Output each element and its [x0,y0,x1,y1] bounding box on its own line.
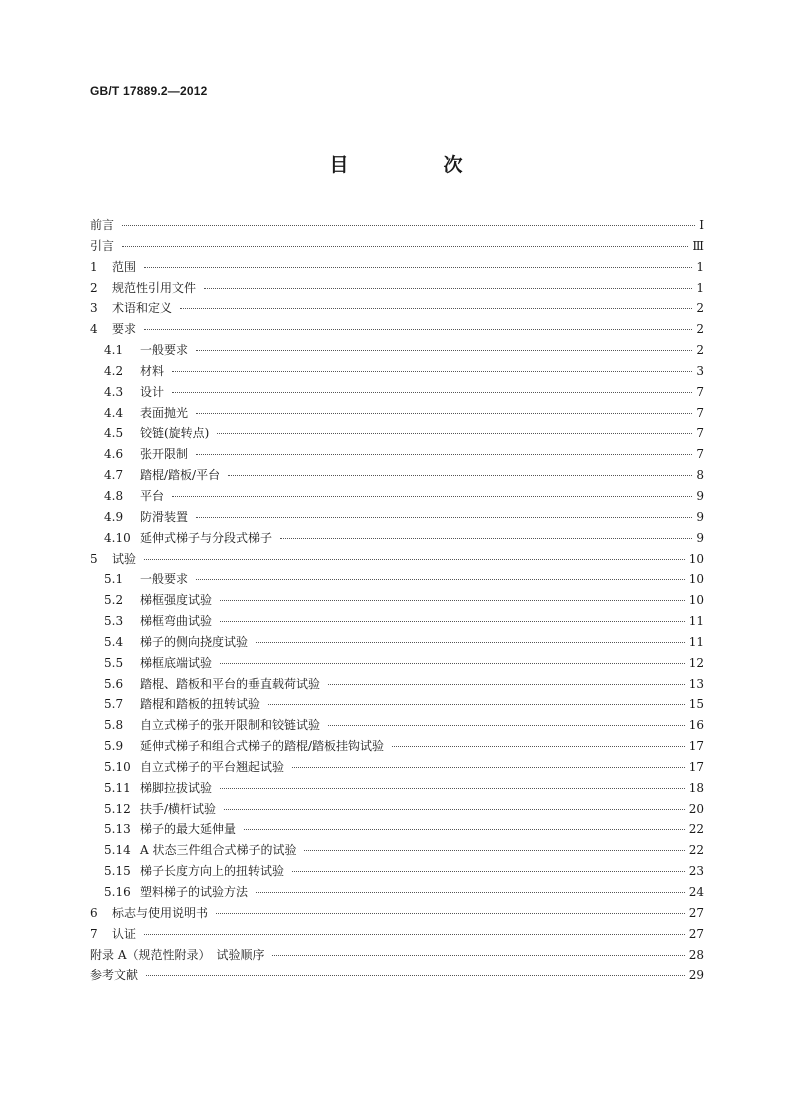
toc-entry-number: 4.7 [104,468,124,483]
toc-entry-number: 2 [90,280,98,295]
toc-entry-number: 3 [90,301,98,316]
toc-entry-number: 4.2 [104,363,124,378]
toc-entry-label: 试验 [112,551,137,566]
toc-entry[interactable] [90,382,704,403]
toc-entry-page: 28 [688,947,704,962]
toc-entry-number: 5 [90,551,98,566]
toc-dot-leader [328,684,685,685]
toc-entry-label: 延伸式梯子和组合式梯子的踏棍/踏板挂钩试验 [140,739,385,754]
toc-dot-leader [172,496,692,497]
toc-dot-leader [256,642,685,643]
toc-entry-label: 扶手/横杆试验 [140,801,217,816]
toc-entry[interactable] [90,632,704,653]
toc-entry-number: 4.1 [104,343,124,358]
toc-entry[interactable] [90,903,704,924]
toc-entry-label: 认证 [112,926,137,941]
standard-code: GB/T 17889.2—2012 [90,84,208,98]
toc-entry-label: 自立式梯子的张开限制和铰链试验 [140,718,321,733]
toc-entry[interactable] [90,611,704,632]
toc-entry-label: 要求 [112,322,137,337]
toc-dot-leader [122,246,688,247]
toc-entry-label: 防滑装置 [140,509,189,524]
toc-entry-label: 塑料梯子的试验方法 [140,885,249,899]
toc-dot-leader [280,538,692,539]
toc-entry-number: 5.11 [104,780,131,795]
toc-entry-page: 1 [696,280,704,295]
toc-entry[interactable] [90,799,704,820]
toc-entry-label: 梯脚拉拔试验 [140,780,213,795]
toc-dot-leader [172,371,692,372]
toc-entry-page: 7 [696,447,704,462]
toc-entry-page: 10 [688,572,704,587]
toc-entry[interactable] [90,569,704,590]
page-title: 目 次 [329,154,501,176]
toc-entry[interactable] [90,278,704,299]
toc-entry[interactable] [90,486,704,507]
toc-entry-number: 4 [90,322,98,337]
toc-dot-leader [292,871,685,872]
toc-entry-page: 7 [696,405,704,420]
table-of-contents [90,215,704,986]
toc-dot-leader [196,454,692,455]
toc-entry-label: 铰链(旋转点) [140,426,210,441]
toc-entry-page: 20 [688,801,704,816]
toc-entry-number: 5.13 [104,822,131,837]
toc-entry-label: 术语和定义 [112,301,173,316]
toc-entry-number: 5.2 [104,593,124,608]
toc-entry-label: 范围 [112,259,137,274]
toc-entry-page: 18 [688,780,704,795]
toc-entry-number: 4.4 [104,405,124,420]
toc-entry[interactable] [90,757,704,778]
toc-entry-page: 1 [696,259,704,274]
toc-entry-number: 5.5 [104,655,124,670]
toc-entry-page: 13 [688,676,704,691]
toc-entry-page: 27 [688,905,704,920]
toc-entry-number: 4.8 [104,488,124,503]
toc-entry-page: 17 [688,739,704,754]
toc-entry-number: 4.6 [104,447,124,462]
toc-dot-leader [216,913,685,914]
toc-entry[interactable] [90,861,704,882]
toc-entry-page: Ⅰ [699,218,704,232]
toc-dot-leader [220,600,685,601]
toc-dot-leader [268,704,685,705]
toc-entry-number: 5.4 [104,634,124,649]
toc-entry-number: 5.10 [104,759,131,774]
toc-dot-leader [304,850,684,851]
toc-entry-page: 9 [696,530,704,545]
toc-entry-label: 梯子的侧向挠度试验 [140,634,249,649]
toc-entry-page: 7 [696,426,704,441]
toc-entry[interactable] [90,945,704,966]
toc-entry[interactable] [90,236,704,257]
toc-entry-label: 踏棍和踏板的扭转试验 [140,697,261,712]
toc-entry-page: 7 [696,384,704,399]
toc-entry[interactable] [90,257,704,278]
toc-entry[interactable] [90,298,704,319]
toc-entry-label: 自立式梯子的平台翘起试验 [140,759,285,774]
toc-dot-leader [144,329,692,330]
toc-entry-label: 平台 [140,488,165,503]
toc-entry-page: 16 [688,718,704,733]
toc-entry-number: 5.16 [104,885,131,899]
toc-entry-page: 15 [688,697,704,712]
toc-entry-number: 5.7 [104,697,124,712]
toc-entry-page: 10 [688,593,704,608]
toc-entry[interactable] [90,319,704,340]
toc-entry-page: 3 [696,363,704,378]
toc-dot-leader [144,559,685,560]
toc-dot-leader [217,433,692,434]
toc-entry-label: 延伸式梯子与分段式梯子 [140,530,273,545]
toc-dot-leader [180,308,692,309]
toc-entry-label: 一般要求 [140,572,189,587]
toc-entry-page: 23 [688,864,704,879]
toc-entry-page: 10 [688,551,704,566]
toc-entry[interactable] [90,736,704,757]
toc-entry[interactable] [90,465,704,486]
toc-entry[interactable] [90,215,704,236]
toc-entry-page: 22 [688,843,704,858]
toc-dot-leader [220,788,685,789]
toc-entry-label: 梯子的最大延伸量 [140,822,237,837]
toc-entry-label: 踏棍、踏板和平台的垂直载荷试验 [140,676,321,691]
toc-dot-leader [144,934,685,935]
toc-entry[interactable] [90,882,704,903]
toc-dot-leader [196,350,692,351]
toc-entry[interactable] [90,694,704,715]
toc-entry-label: 参考文献 [90,968,139,983]
toc-entry[interactable] [90,674,704,695]
toc-entry[interactable] [90,444,704,465]
toc-entry-page: 11 [688,634,704,649]
toc-entry[interactable] [90,361,704,382]
toc-dot-leader [196,579,685,580]
toc-entry-number: 5.15 [104,864,131,879]
toc-entry-page: 2 [696,343,704,358]
toc-entry-label: 标志与使用说明书 [112,905,209,920]
toc-entry[interactable] [90,965,704,986]
toc-entry-label: 附录 A（规范性附录） 试验顺序 [90,947,265,962]
toc-entry-label: 规范性引用文件 [112,280,197,295]
toc-entry-label: 引言 [90,238,115,253]
toc-entry-number: 5.14 [104,843,131,858]
toc-dot-leader [228,475,692,476]
toc-entry[interactable] [90,507,704,528]
toc-entry-label: 设计 [140,384,165,399]
toc-entry-label: 梯框强度试验 [140,593,213,608]
toc-entry[interactable] [90,715,704,736]
toc-entry-number: 1 [90,259,98,274]
toc-dot-leader [256,892,685,893]
toc-entry-number: 7 [90,926,98,941]
toc-dot-leader [172,392,692,393]
toc-entry[interactable] [90,403,704,424]
toc-entry-number: 5.3 [104,614,124,629]
toc-entry[interactable] [90,590,704,611]
toc-entry-number: 6 [90,905,98,920]
toc-entry[interactable] [90,840,704,861]
toc-entry-label: 梯框底端试验 [140,655,213,670]
toc-entry-page: 8 [696,468,704,483]
toc-entry[interactable] [90,778,704,799]
toc-dot-leader [292,767,685,768]
toc-entry-label: 张开限制 [140,447,189,462]
toc-entry-page: 2 [696,301,704,316]
toc-dot-leader [196,413,692,414]
toc-dot-leader [224,809,685,810]
toc-entry-number: 4.3 [104,384,124,399]
toc-entry[interactable] [90,340,704,361]
toc-entry-page: 11 [688,614,704,629]
toc-entry-number: 4.10 [104,530,131,545]
toc-dot-leader [144,267,692,268]
toc-entry-page: 24 [688,885,704,899]
toc-entry-page: 29 [688,968,704,983]
toc-entry-label: 梯子长度方向上的扭转试验 [140,864,285,879]
toc-entry-label: 材料 [140,363,165,378]
toc-dot-leader [146,975,685,976]
toc-dot-leader [204,288,692,289]
toc-dot-leader [122,225,695,226]
toc-entry-page: Ⅲ [692,238,704,253]
toc-entry[interactable] [90,423,704,444]
toc-entry-page: 22 [688,822,704,837]
toc-dot-leader [220,621,685,622]
toc-entry[interactable] [90,653,704,674]
toc-dot-leader [272,955,684,956]
toc-entry-number: 4.5 [104,426,124,441]
toc-entry-label: A 状态三件组合式梯子的试验 [140,843,297,858]
toc-entry-page: 12 [688,655,704,670]
toc-entry-number: 5.8 [104,718,124,733]
toc-entry-label: 表面抛光 [140,405,189,420]
toc-entry-number: 5.9 [104,739,124,754]
toc-entry-label: 一般要求 [140,343,189,358]
toc-dot-leader [196,517,692,518]
toc-entry-label: 踏棍/踏板/平台 [140,468,221,483]
toc-entry-page: 9 [696,488,704,503]
toc-dot-leader [392,746,685,747]
toc-dot-leader [244,829,685,830]
toc-entry[interactable] [90,924,704,945]
toc-dot-leader [220,663,685,664]
toc-entry-page: 2 [696,322,704,337]
toc-entry[interactable] [90,528,704,549]
toc-entry[interactable] [90,549,704,570]
toc-entry[interactable] [90,819,704,840]
toc-entry-number: 5.12 [104,801,131,816]
toc-entry-number: 5.1 [104,572,124,587]
toc-entry-page: 17 [688,759,704,774]
toc-entry-page: 9 [696,509,704,524]
toc-entry-label: 梯框弯曲试验 [140,614,213,629]
toc-entry-label: 前言 [90,218,115,232]
toc-entry-number: 4.9 [104,509,124,524]
toc-entry-page: 27 [688,926,704,941]
toc-dot-leader [328,725,685,726]
toc-entry-number: 5.6 [104,676,124,691]
